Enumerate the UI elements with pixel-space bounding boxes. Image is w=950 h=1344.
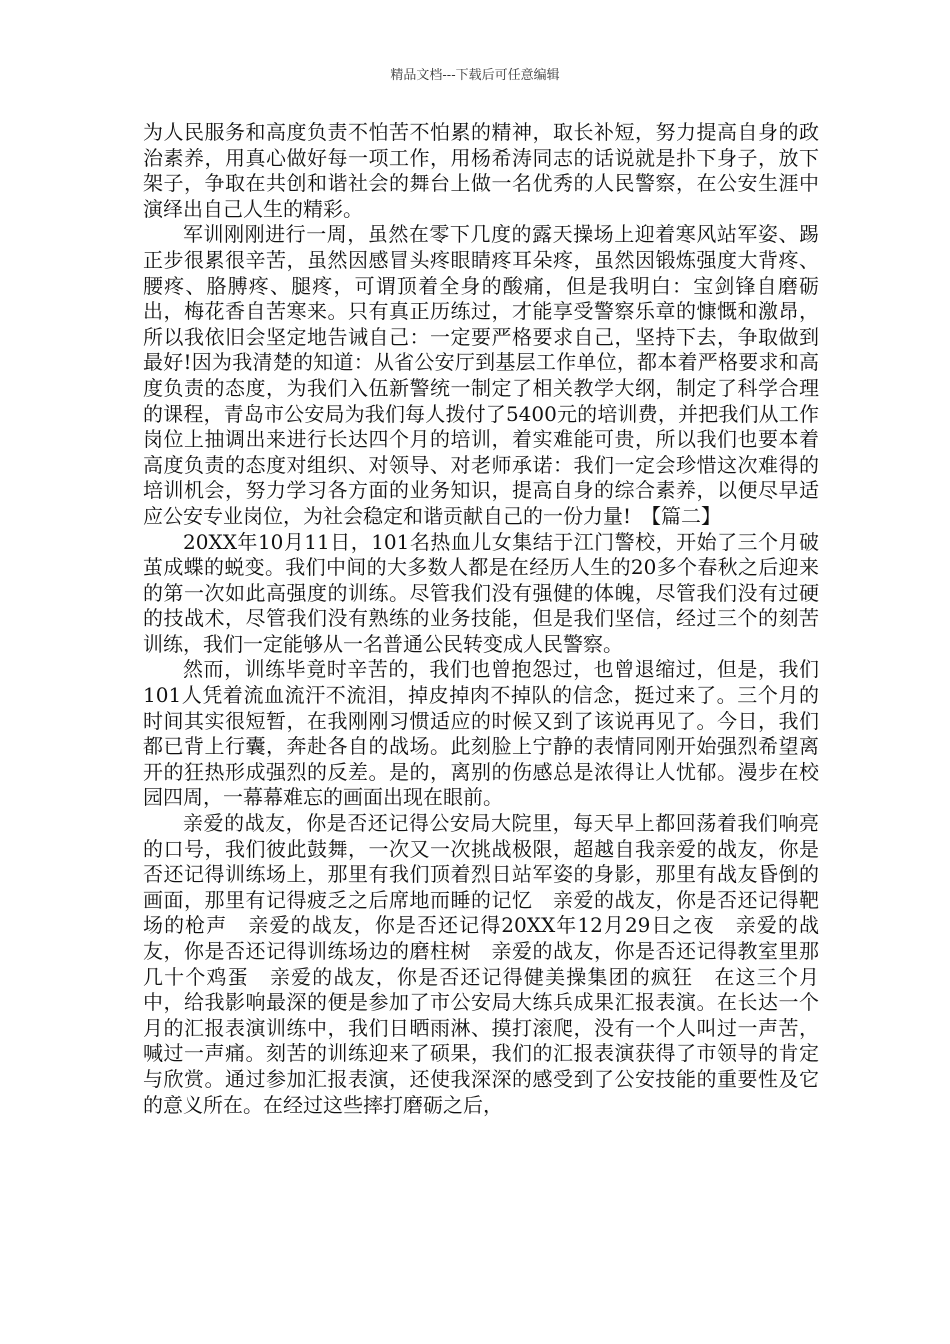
paragraph-5: 亲爱的战友，你是否还记得公安局大院里，每天早上都回荡着我们响亮的口号，我们彼此鼓舞，一次又一次挑战极限，超越自我亲爱的战友，你是否还记得训练场上，那里有我们顶着烈日站军姿的身影，那里有战友昏倒的画面，那里有记得疲乏之后席地而睡的记忆 亲爱的战友，你是否还记得靶场的枪声 亲爱的战友，你是否还记得20XX年12月29日之夜 亲爱的战友，你是否还记得训练场边的磨柱树 亲爱的战友，你是否还记得教室里那几十个鸡蛋 亲爱的战友，你是否还记得健美操集团的疯狂 在这三个月中，给我影响最深的便是参加了市公安局大练兵成果汇报表演。在长达一个月的汇报表演训练中，我们日晒雨淋、摸打滚爬，没有一个人叫过一声苦，喊过一声痛。刻苦的训练迎来了硕果，我们的汇报表演获得了市领导的肯定与欣赏。通过参加汇报表演，还使我深深的感受到了公安技能的重要性及它的意义所在。在经过这些摔打磨砺之后， xyxy=(143,811,819,1117)
page-header: 精品文档---下载后可任意编辑 xyxy=(390,68,560,83)
paragraph-3: 20XX年10月11日，101名热血儿女集结于江门警校，开始了三个月破茧成蝶的蜕变。我们中间的大多数人都是在经历人生的20多个春秋之后迎来的第一次如此高强度的训练。尽管我们没有强健的体魄，尽管我们没有过硬的技战术，尽管我们没有熟练的业务技能，但是我们坚信，经过三个的刻苦训练，我们一定能够从一名普通公民转变成人民警察。 xyxy=(143,529,819,656)
paragraph-4: 然而，训练毕竟时辛苦的，我们也曾抱怨过，也曾退缩过，但是，我们101人凭着流血流汗不流泪，掉皮掉肉不掉队的信念，挺过来了。三个月的时间其实很短暂，在我刚刚习惯适应的时候又到了该说再见了。今日，我们都已背上行囊，奔赴各自的战场。此刻脸上宁静的表情同刚开始强烈希望离开的狂热形成强烈的反差。是的，离别的伤感总是浓得让人忧郁。漫步在校园四周，一幕幕难忘的画面出现在眼前。 xyxy=(143,657,819,810)
paragraph-2: 军训刚刚进行一周，虽然在零下几度的露天操场上迎着寒风站军姿、踢正步很累很辛苦，虽然因感冒头疼眼睛疼耳朵疼，虽然因锻炼强度大背疼、腰疼、胳膊疼、腿疼，可谓顶着全身的酸痛，但是我明白：宝剑锋自磨砺出，梅花香自苦寒来。只有真正历练过，才能享受警察乐章的慷慨和激昂，所以我依旧会坚定地告诫自己：一定要严格要求自己，坚持下去，争取做到最好!因为我清楚的知道：从省公安厅到基层工作单位，都本着严格要求和高度负责的态度，为我们入伍新警统一制定了相关教学大纲，制定了科学合理的课程，青岛市公安局为我们每人拨付了5400元的培训费，并把我们从工作岗位上抽调出来进行长达四个月的培训，着实难能可贵，所以我们也要本着高度负责的态度对组织、对领导、对老师承诺：我们一定会珍惜这次难得的培训机会，努力学习各方面的业务知识，提高自身的综合素养，以便尽早适应公安专业岗位，为社会稳定和谐贡献自己的一份力量! 【篇二】 xyxy=(143,222,819,528)
document-body xyxy=(143,120,819,1118)
paragraph-1: 为人民服务和高度负责不怕苦不怕累的精神，取长补短，努力提高自身的政治素养，用真心做好每一项工作，用杨希涛同志的话说就是扑下身子，放下架子，争取在共创和谐社会的舞台上做一名优秀的人民警察，在公安生涯中演绎出自己人生的精彩。 xyxy=(143,120,819,221)
